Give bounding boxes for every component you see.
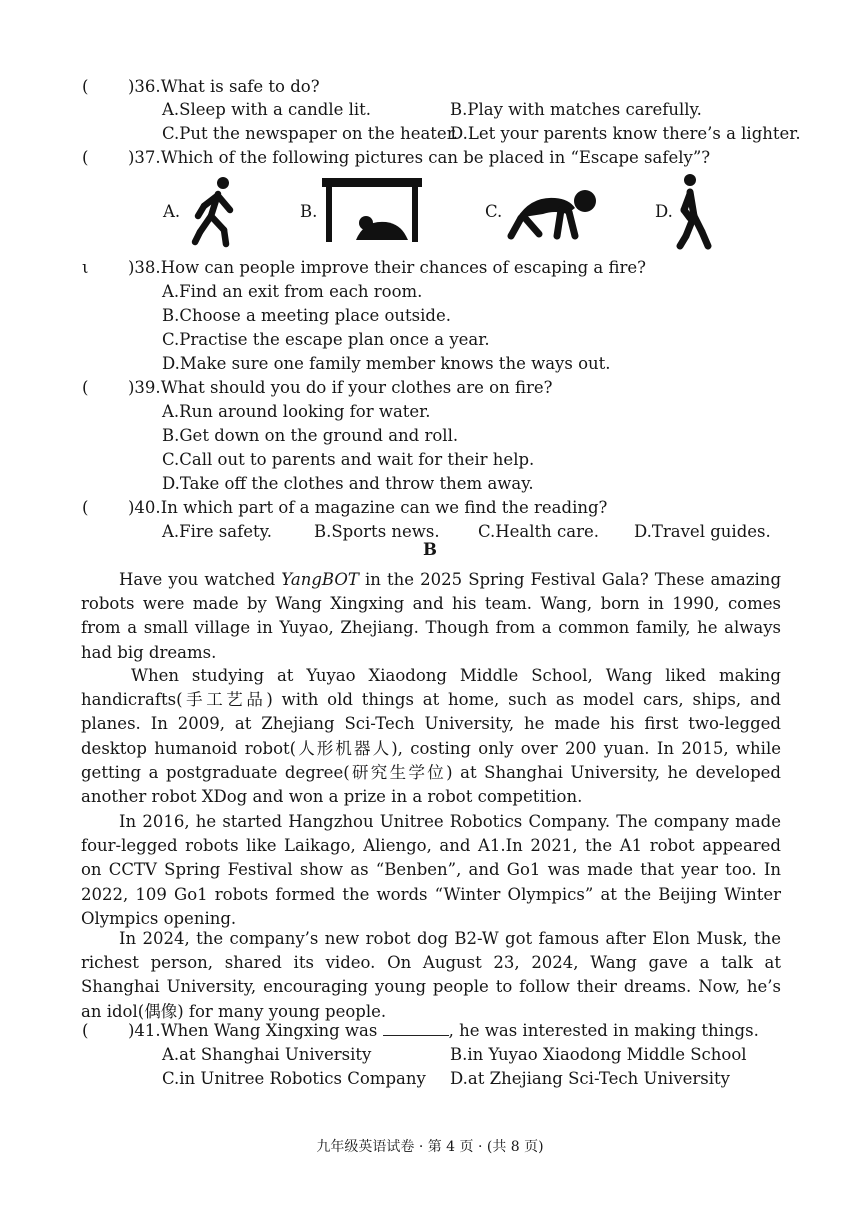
question-38-stem [128,258,646,277]
question-40-stem [128,498,607,517]
q41-option-a[interactable]: A.at Shanghai University [162,1045,372,1064]
question-number: )37. [128,148,161,167]
q41-option-d[interactable]: D.at Zhejiang Sci-Tech University [450,1069,731,1088]
question-number: )41. [128,1021,161,1040]
question-text-pre: When Wang Xingxing was [160,1021,378,1040]
q40-option-d[interactable]: D.Travel guides. [634,522,771,541]
q39-option-d[interactable]: D.Take off the clothes and throw them away. [162,474,534,493]
page-footer: 九年级英语试卷 · 第 4 页 · (共 8 页) [316,1139,544,1155]
walking-person-icon [676,172,716,250]
crawling-person-icon [505,184,599,242]
q38-option-b[interactable]: B.Choose a meeting place outside. [162,306,451,325]
section-heading: B [423,540,437,559]
q36-option-b[interactable]: B.Play with matches carefully. [450,100,702,119]
q38-option-c[interactable]: C.Practise the escape plan once a year. [162,330,490,349]
question-number: )40. [128,498,161,517]
q38-option-a[interactable]: A.Find an exit from each room. [162,282,423,301]
question-37-stem [128,148,710,167]
question-text: What is safe to do? [160,77,320,96]
q39-option-a[interactable]: A.Run around looking for water. [162,402,431,421]
q40-option-c[interactable]: C.Health care. [478,522,600,541]
q41-option-c[interactable]: C.in Unitree Robotics Company [162,1069,426,1088]
answer-paren-40[interactable]: ( [82,498,89,517]
answer-paren-41[interactable]: ( [82,1021,89,1040]
q38-option-d[interactable]: D.Make sure one family member knows the ways out. [162,354,611,373]
q39-option-c[interactable]: C.Call out to parents and wait for their help. [162,450,535,469]
question-number: )38. [128,258,161,277]
q40-option-b[interactable]: B.Sports news. [314,522,440,541]
running-person-icon [190,176,240,248]
question-number: )36. [128,77,161,96]
question-41-stem [128,1021,759,1040]
question-text: What should you do if your clothes are on fire? [160,378,553,397]
q39-option-b[interactable]: B.Get down on the ground and roll. [162,426,459,445]
passage-paragraph-2: When studying at Yuyao Xiaodong Middle School, Wang liked making handicrafts(手工艺品) with old things at home, such as model cars, ships, and planes. In 2009, at Zhejiang Sci-Tech University, he made his first two-legged desktop humanoid robot(人形机器人), costing only over 200 yuan. In 2015, while getting a postgraduate degree(研究生学位) at Shanghai University, he developed another robot XDog and won a prize in a robot competition. [81,666,781,807]
question-text-post: , he was interested in making things. [448,1021,759,1040]
q37-option-a[interactable]: A. [163,202,181,221]
answer-blank[interactable] [383,1021,449,1036]
q37-option-d[interactable]: D. [655,202,673,221]
q36-option-c[interactable]: C.Put the newspaper on the heater. [162,124,459,143]
question-39-stem [128,378,552,397]
passage-paragraph-3: In 2016, he started Hangzhou Unitree Robotics Company. The company made four-legged robots like Laikago, Aliengo, and A1.In 2021, the A1 robot appeared on CCTV Spring Festival show as “Benben”, and Go1 was made that year too. In 2022, 109 Go1 robots formed the words “Winter Olympics” at the Beijing Winter Olympics opening. [81,812,781,928]
question-text: In which part of a magazine can we find the reading? [160,498,608,517]
answer-paren-38[interactable]: ι [82,258,89,277]
passage-paragraph-1 [81,568,781,665]
answer-paren-39[interactable]: ( [82,378,89,397]
p1-robot-name: YangBOT [281,570,359,589]
question-text: How can people improve their chances of escaping a fire? [160,258,647,277]
question-36-stem [128,77,320,96]
p1-text-post: in the 2025 Spring Festival Gala? These amazing robots were made by Wang Xingxing and his team. Wang, born in 1990, comes from a small village in Yuyao, Zhejiang. Though from a common family, he always had big dreams. [81,570,782,662]
q40-option-a[interactable]: A.Fire safety. [162,522,272,541]
q37-option-c[interactable]: C. [485,202,503,221]
answer-paren-36[interactable]: ( [82,77,89,96]
question-text: Which of the following pictures can be placed in “Escape safely”? [160,148,711,167]
question-number: )39. [128,378,161,397]
q36-option-a[interactable]: A.Sleep with a candle lit. [162,100,372,119]
q37-option-b[interactable]: B. [300,202,318,221]
person-under-table-icon [320,176,424,246]
answer-paren-37[interactable]: ( [82,148,89,167]
q36-option-d[interactable]: D.Let your parents know there’s a lighter. [450,124,801,143]
passage-paragraph-4: In 2024, the company’s new robot dog B2-W got famous after Elon Musk, the richest person, shared its video. On August 23, 2024, Wang gave a talk at Shanghai University, encouraging young people to follow their dreams. Now, he’s an idol(偶像) for many young people. [81,929,781,1021]
q41-option-b[interactable]: B.in Yuyao Xiaodong Middle School [450,1045,747,1064]
p1-text-pre: Have you watched [119,570,282,589]
